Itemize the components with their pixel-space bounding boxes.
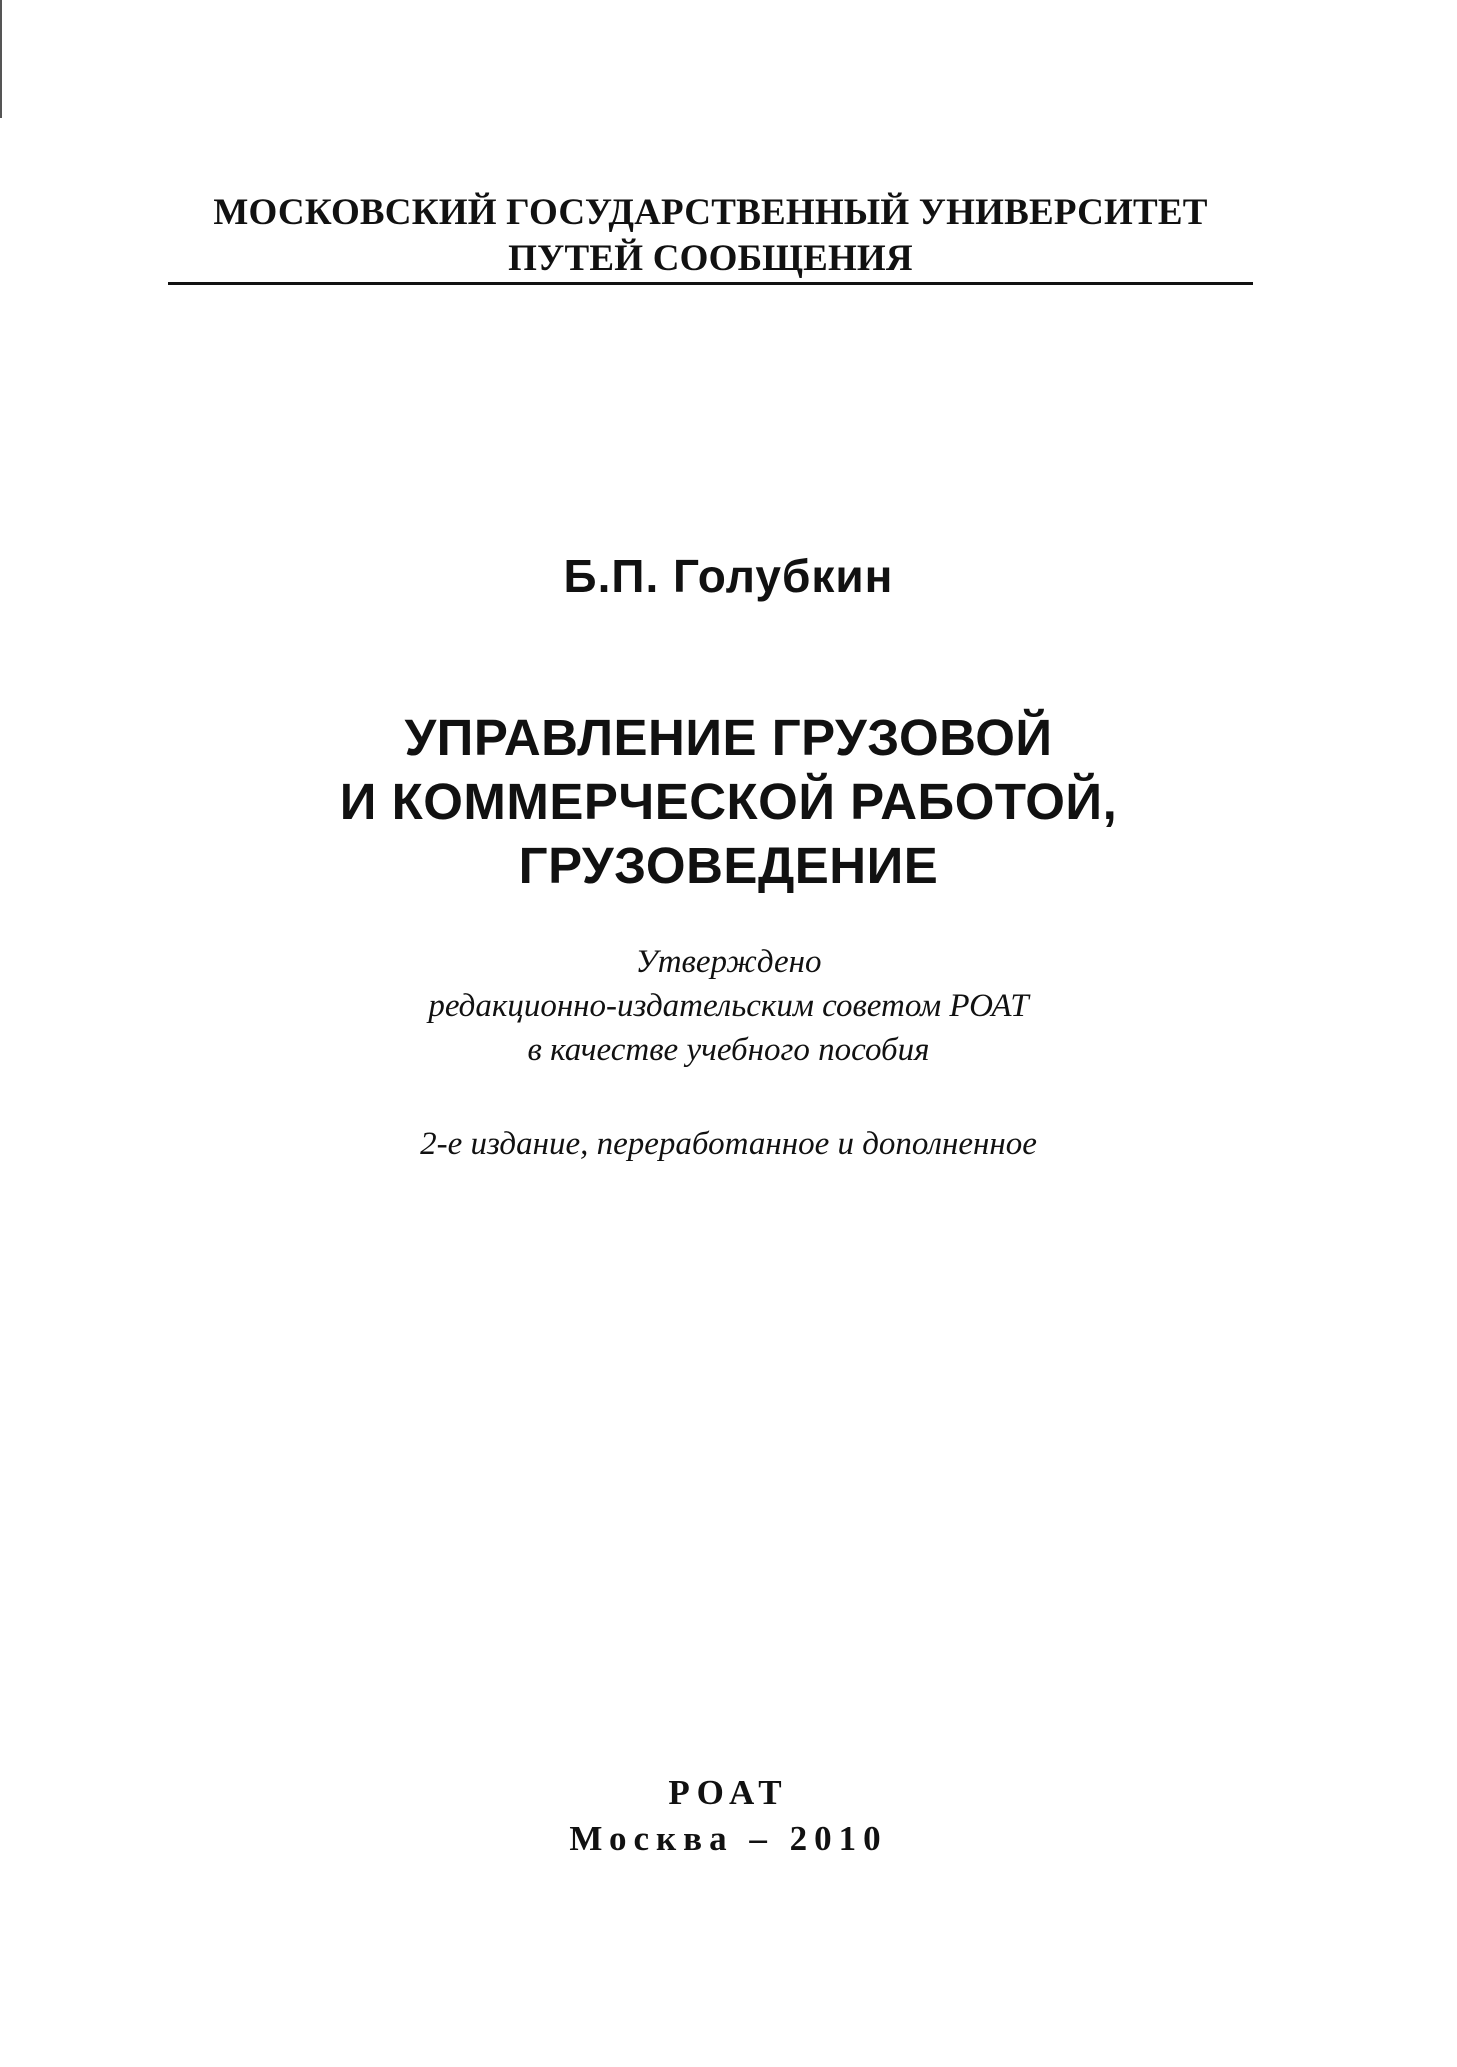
header-divider (168, 282, 1253, 285)
edition-note: 2-е издание, переработанное и дополненное (420, 1126, 1037, 1162)
approval-note (0, 940, 1457, 1072)
publisher-name: РОАТ (668, 1773, 789, 1812)
approval-line-2: редакционно-издательским советом РОАТ (428, 988, 1029, 1024)
publisher-imprint (0, 1770, 1457, 1862)
book-title-line-1: УПРАВЛЕНИЕ ГРУЗОВОЙ (404, 709, 1053, 766)
book-title (0, 706, 1457, 898)
book-title-line-3: ГРУЗОВЕДЕНИЕ (518, 837, 939, 894)
book-title-line-2: И КОММЕРЧЕСКОЙ РАБОТОЙ, (339, 773, 1118, 830)
crop-mark (0, 0, 2, 118)
institution-header (168, 190, 1253, 282)
publisher-city-year: Москва – 2010 (569, 1819, 888, 1858)
approval-line-3: в качестве учебного пособия (527, 1032, 930, 1068)
author-name: Б.П. Голубкин (563, 550, 894, 602)
approval-line-1: Утверждено (635, 944, 822, 980)
institution-name-line-2: ПУТЕЙ СООБЩЕНИЯ (508, 238, 913, 279)
institution-name-line-1: МОСКОВСКИЙ ГОСУДАРСТВЕННЫЙ УНИВЕРСИТЕТ (213, 192, 1208, 233)
